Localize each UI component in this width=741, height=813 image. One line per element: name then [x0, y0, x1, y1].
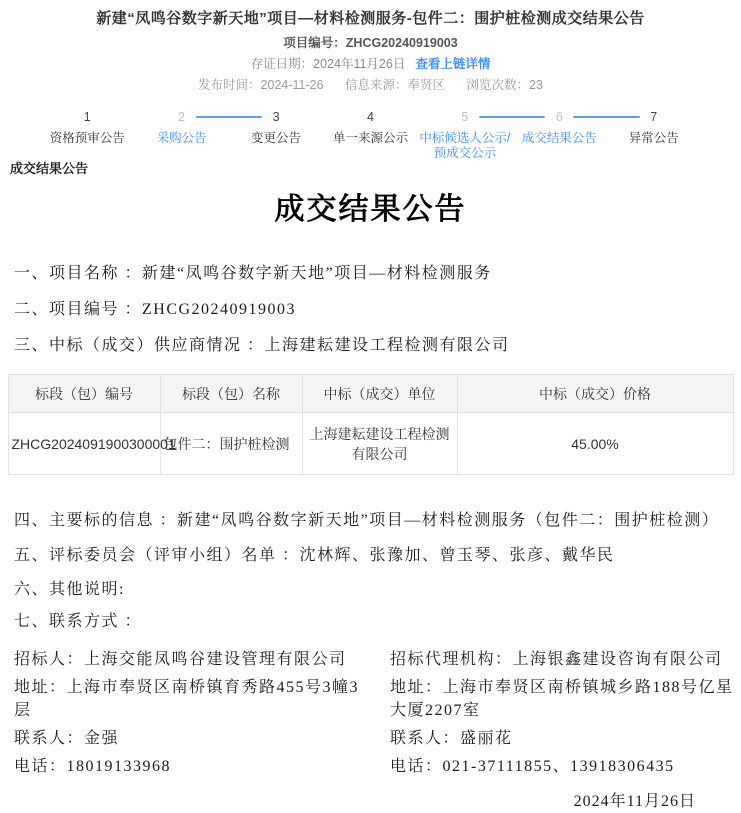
info-source: 信息来源：奉贤区 [345, 78, 446, 92]
col-header-winning-price: 中标（成交）价格 [457, 375, 733, 413]
col-header-lot-number: 标段（包）编号 [8, 375, 160, 413]
tenderer-name: 招标人：上海交能凤鸣谷建设管理有限公司 [14, 651, 347, 668]
col-header-lot-name: 标段（包）名称 [160, 375, 302, 413]
announcement-stepper [0, 108, 741, 161]
step-label: 变更公告 [251, 131, 302, 145]
announcement-heading: 成交结果公告 [274, 193, 467, 226]
cell-winning-price: 45.00% [457, 413, 733, 475]
cell-lot-name: 包件二：围护桩检测 [160, 413, 302, 475]
agency-name: 招标代理机构：上海银鑫建设咨询有限公司 [390, 651, 723, 668]
page-title: 新建“凤鸣谷数字新天地”项目—材料检测服务-包件二：围护桩检测成交结果公告 [96, 10, 645, 27]
step-number: 5 [461, 110, 469, 124]
cert-date-line [0, 57, 741, 72]
agency-address: 地址：上海市奉贤区南桥镇城乡路188号亿星大厦2207室 [390, 679, 734, 719]
item-contact-info: 七、联系方式 ： [14, 613, 143, 630]
agency-contact-person: 联系人：盛丽花 [390, 730, 513, 747]
step-label: 单一来源公示 [332, 131, 408, 145]
item-evaluation-committee: 五、评标委员会（评审小组）名单 ：沈林辉、张豫加、曾玉琴、张彦、戴华民 [14, 547, 615, 564]
step-label[interactable]: 中标候选人公示/预成交公示 [419, 131, 511, 160]
step-number: 7 [650, 110, 658, 124]
step-qualification-pre-announcement [40, 108, 134, 161]
step-change-announcement [229, 108, 323, 161]
section-label: 成交结果公告 [10, 161, 89, 176]
project-number-line: 项目编号：ZHCG20240919003 [283, 36, 458, 50]
step-label[interactable]: 采购公告 [156, 131, 207, 145]
agency-phone: 电话：021-37111855、13918306435 [390, 758, 675, 775]
publish-time: 发布时间：2024-11-26 [198, 78, 324, 92]
step-label: 资格预审公告 [49, 131, 125, 145]
step-number: 2 [178, 110, 186, 124]
announcement-date: 2024年11月26日 [573, 793, 696, 810]
step-number: 6 [555, 110, 563, 124]
cert-date-text: 存证日期：2024年11月26日 [250, 57, 406, 71]
item-winning-supplier: 三、中标（成交）供应商情况 ：上海建耘建设工程检测有限公司 [14, 337, 510, 354]
table-header-row [8, 375, 733, 413]
cell-winning-unit: 上海建耘建设工程检测有限公司 [302, 413, 457, 475]
step-number: 1 [83, 110, 91, 124]
tenderer-phone: 电话：18019133968 [14, 758, 172, 775]
step-abnormal-announcement [607, 108, 701, 161]
publish-info-line [0, 78, 741, 93]
col-header-winning-unit: 中标（成交）单位 [302, 375, 457, 413]
step-number: 3 [272, 110, 280, 124]
contact-block [0, 648, 741, 783]
step-label[interactable]: 成交结果公告 [521, 131, 597, 145]
agency-contact-column [390, 648, 741, 783]
step-label: 异常公告 [628, 131, 679, 145]
award-result-table [8, 374, 734, 475]
table-row [8, 413, 733, 475]
item-project-number: 二、项目编号 ：ZHCG20240919003 [14, 301, 297, 318]
step-single-source-announcement [323, 108, 417, 161]
item-main-subject-info: 四、主要标的信息 ：新建“凤鸣谷数字新天地”项目—材料检测服务（包件二：围护桩检测） [14, 512, 720, 529]
step-procurement-announcement[interactable] [134, 108, 228, 161]
step-number: 4 [367, 110, 374, 124]
item-other-notes: 六、其他说明: [14, 581, 125, 598]
view-chain-details-link[interactable]: 查看上链详情 [415, 57, 491, 71]
item-project-name: 一、项目名称 ：新建“凤鸣谷数字新天地”项目—材料检测服务 [14, 265, 492, 282]
tenderer-contact-person: 联系人：金强 [14, 730, 120, 747]
tenderer-contact-column [0, 648, 390, 783]
step-candidate-announcement[interactable] [418, 108, 512, 161]
tenderer-address: 地址：上海市奉贤区南桥镇育秀路455号3幢3层 [14, 679, 360, 719]
view-count: 浏览次数：23 [466, 78, 543, 92]
cell-lot-number: ZHCG2024091900300001 [8, 413, 160, 475]
step-result-announcement[interactable] [512, 108, 606, 161]
